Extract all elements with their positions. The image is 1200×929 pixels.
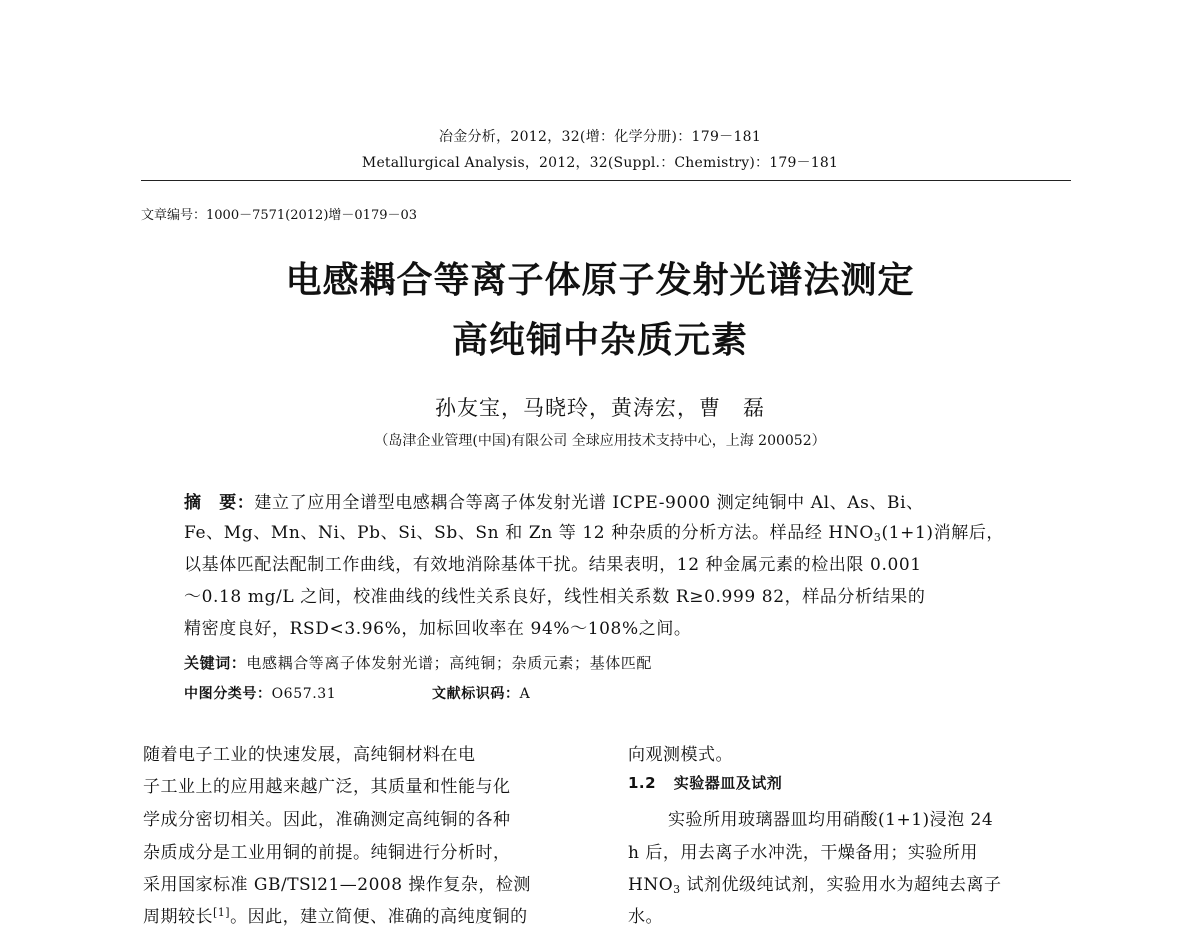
- reference-mark: [1]: [213, 906, 231, 919]
- body-left-6a: 周期较长: [143, 907, 213, 927]
- abstract-text-2b: (1+1)消解后，: [881, 523, 1005, 543]
- body-right-line-3: 实验所用玻璃器皿均用硝酸(1+1)浸泡 24: [668, 810, 994, 830]
- abstract-line-4: ～0.18 mg/L 之间，校准曲线的线性关系良好，线性相关系数 R≥0.999 82，样品分析结果的: [184, 587, 926, 607]
- body-left-line-1: 随着电子工业的快速发展，高纯铜材料在电: [143, 745, 476, 765]
- clc-value: O657.31: [271, 686, 337, 702]
- abstract-subscript: 3: [873, 531, 882, 544]
- keywords-text: 电感耦合等离子体发射光谱；高纯铜；杂质元素；基体匹配: [246, 654, 653, 672]
- body-left-line-4: 杂质成分是工业用铜的前提。纯铜进行分析时，: [143, 843, 511, 863]
- abstract-line-2: [184, 518, 1004, 544]
- abstract-text-1: 建立了应用全谱型电感耦合等离子体发射光谱 ICPE-9000 测定纯铜中 Al、As、Bi、: [254, 493, 924, 513]
- doc-code-label: 文献标识码：: [432, 686, 520, 702]
- doc-code: [432, 683, 530, 703]
- body-right-5b: 试剂优级纯试剂，实验用水为超纯去离子: [680, 875, 1002, 895]
- clc-label: 中图分类号：: [184, 686, 272, 702]
- abstract-line-3: 以基体匹配法配制工作曲线，有效地消除基体干扰。结果表明，12 种金属元素的检出限 0.001: [184, 555, 922, 575]
- affiliation: （岛津企业管理(中国)有限公司 全球应用技术支持中心，上海 200052）: [374, 433, 826, 449]
- classification: [184, 683, 336, 703]
- keywords-label: 关键词：: [184, 654, 247, 672]
- abstract-text-2a: Fe、Mg、Mn、Ni、Pb、Si、Sb、Sn 和 Zn 等 12 种杂质的分析方法。样品经 HNO: [184, 523, 874, 543]
- section-number: 1.2: [628, 774, 657, 792]
- doc-code-value: A: [519, 686, 531, 702]
- body-right-5a: HNO: [628, 875, 674, 895]
- body-left-6b: 。因此，建立简便、准确的高纯度铜的: [230, 907, 528, 927]
- authors: 孙友宝，马晓玲，黄涛宏，曹 磊: [435, 396, 765, 420]
- journal-header-cn: 冶金分析，2012，32(增：化学分册)：179－181: [438, 129, 762, 145]
- body-left-line-6: [143, 902, 528, 927]
- section-title: 实验器皿及试剂: [673, 774, 783, 792]
- journal-header-en: Metallurgical Analysis，2012，32(Suppl.：Chemistry)：179－181: [361, 155, 839, 171]
- abstract-line-5: 精密度良好，RSD<3.96%，加标回收率在 94%～108%之间。: [184, 619, 692, 639]
- paper-title-line2: 高纯铜中杂质元素: [451, 320, 748, 361]
- body-right-line-5: [628, 870, 1002, 896]
- paper-title-line1: 电感耦合等离子体原子发射光谱法测定: [285, 260, 915, 301]
- body-right-subscript: 3: [673, 883, 681, 896]
- body-right-line-6: 水。: [628, 907, 663, 927]
- header-rule: [141, 180, 1071, 181]
- article-number: 文章编号：1000－7571(2012)增－0179－03: [141, 208, 418, 223]
- abstract-line-1: [184, 488, 924, 513]
- body-left-line-5: 采用国家标准 GB/TSl21—2008 操作复杂，检测: [143, 875, 531, 895]
- body-left-line-2: 子工业上的应用越来越广泛，其质量和性能与化: [143, 777, 511, 797]
- section-heading: [628, 772, 782, 793]
- body-right-line-4: h 后，用去离子水冲洗，干燥备用；实验所用: [628, 843, 978, 863]
- abstract-label: 摘 要：: [184, 493, 255, 513]
- keywords: [184, 652, 652, 673]
- body-right-line-1: 向观测模式。: [628, 745, 733, 765]
- body-left-line-3: 学成分密切相关。因此，准确测定高纯铜的各种: [143, 810, 511, 830]
